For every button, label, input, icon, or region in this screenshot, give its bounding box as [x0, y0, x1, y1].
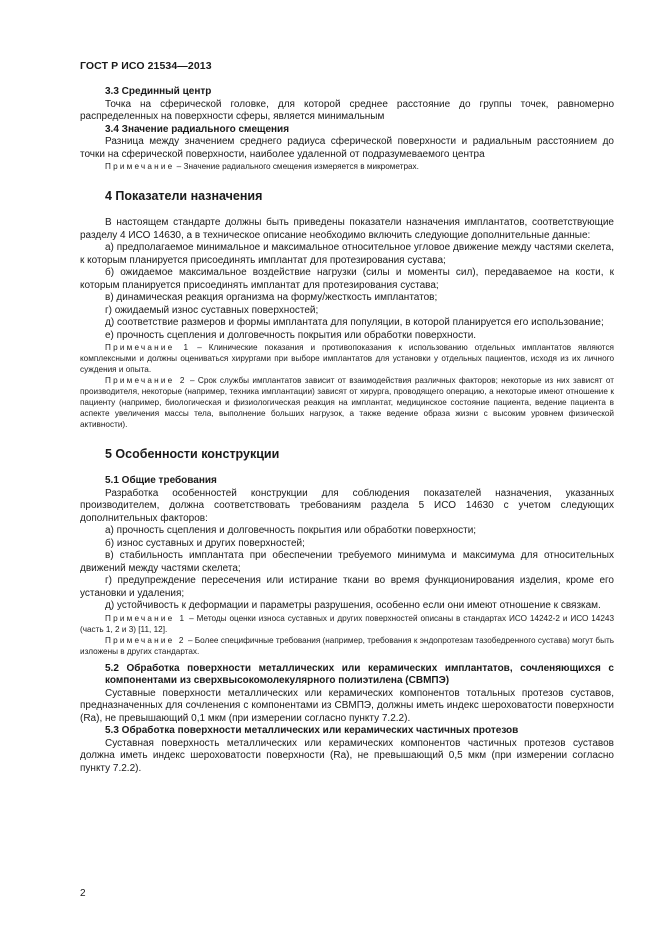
section-4-item-d: д) соответствие размеров и формы имплантата для популяции, в которой планируется его использование; — [105, 317, 604, 328]
section-5-1-item-d: д) устойчивость к деформации и параметры разрушения, особенно если они имеют отношение к связкам. — [105, 600, 601, 611]
page-number: 2 — [80, 888, 86, 899]
note-text: – Срок службы имплантатов зависит от взаимодействия различных факторов; некоторые из них зависят от производителя, некоторые (например, техника имплантации) зависят от хирурга, проводящего операцию, а некоторые имеют отношение к пациенту (например, биологическая и физиологическая реакция на имплантат, медицинское состояние пациента, ведение пациента в аспекте увеличения массы тела, выполнение больших нагрузок, а также ведение образа жизни с высоким уровнем физической активности). — [80, 376, 614, 429]
section-5-3-text: Суставная поверхность металлических или керамических компонентов частичных протезов суставов должна иметь индекс шероховатости поверхности (Ra), не превышающий 0,5 мкм (при измерении согласно пункту 7.2.2). — [80, 737, 614, 774]
note-text: – Методы оценки износа суставных и других поверхностей описаны в стандартах ИСО 14242-2 и ИСО 14243 (часть 1, 2 и 3) [11, 12]. — [80, 613, 615, 634]
section-4-item-e: е) прочность сцепления и долговечность покрытия или обработки поверхности. — [105, 329, 477, 341]
section-5-1-item-a: а) прочность сцепления и долговечность покрытия или обработки поверхности; — [105, 525, 477, 536]
section-4-item-b: б) ожидаемое максимальное воздействие нагрузки (силы и моменты сил), передаваемое на кости, к которым планируется присоединять имплантат для протезирования сустава; — [80, 267, 614, 291]
standard-header: ГОСТ Р ИСО 21534—2013 — [80, 60, 212, 72]
section-4-note-2 — [80, 375, 614, 430]
section-5-1-intro: Разработка особенностей конструкции для соблюдения показателей назначения, указанных производителем, должна соответствовать требованиям раздела 5 ИСО 14630 с учетом следующих дополнительных факторов: — [80, 487, 614, 524]
section-4-title: 4 Показатели назначения — [105, 189, 263, 203]
section-4-item-g: г) ожидаемый износ суставных поверхностей; — [105, 304, 319, 316]
section-5-1-note-1 — [80, 613, 614, 635]
note-label: Примечание 2 — [105, 376, 187, 385]
section-4-intro: В настоящем стандарте должны быть приведены показатели назначения имплантатов, соответствующие разделу 4 ИСО 14630, а в техническое описание необходимо включить следующие дополнительные данные: — [80, 217, 614, 241]
note-text: – Значение радиального смещения измеряется в микрометрах. — [174, 162, 419, 171]
section-3-3-text: Точка на сферической головке, для которой среднее расстояние до группы точек, равномерно распределенных на поверхности сферы, является минимальным — [80, 98, 614, 122]
section-5-2-title: 5.2 Обработка поверхности металлических или керамических имплантатов, сочленяющихся с компонентами из сверхвысокомолекулярного полиэтилена (СВМПЭ) — [105, 662, 614, 686]
document-page — [80, 60, 614, 775]
section-4-item-a: а) предполагаемое минимальное и максимальное относительное угловое движение между частями скелета, к которым планируется присоединять имплантат для протезирования сустава; — [80, 242, 614, 266]
section-4-item-v: в) динамическая реакция организма на форму/жесткость имплантатов; — [105, 292, 438, 303]
note-text: – Более специфичные требования (например, требования к эндопротезам тазобедренного сустава) могут быть изложены в других стандартах. — [80, 635, 614, 656]
section-5-1-item-b: б) износ суставных и других поверхностей; — [105, 537, 305, 549]
section-5-1-note-2 — [80, 635, 614, 657]
section-5-title: 5 Особенности конструкции — [105, 447, 280, 461]
section-5-1-title: 5.1 Общие требования — [105, 475, 217, 486]
section-4-note-1 — [80, 342, 614, 375]
note-text: – Клинические показания и противопоказания к использованию отдельных имплантатов являются комплексными и должны оцениваться хирургами при выборе имплантатов для установки у отдельных пациентов, исходя из их личного суждения и опыта. — [80, 343, 614, 374]
note-label: Примечание 1 — [105, 613, 187, 623]
section-5-1-item-g: г) предупреждение пересечения или истирание ткани во время функционирования изделия, кроме его установки и удаления; — [80, 575, 614, 599]
section-3-4-title: 3.4 Значение радиального смещения — [105, 123, 290, 135]
section-3-4-text: Разница между значением среднего радиуса сферической поверхности и радиальным расстоянием до точки на сферической поверхности, наиболее удаленной от подразумеваемого центра — [80, 136, 614, 160]
section-3-3-title: 3.3 Срединный центр — [105, 86, 212, 97]
section-5-2-text: Суставные поверхности металлических или керамических компонентов тотальных протезов суставов, предназначенных для сочленения с компонентами из СВМПЭ, должны иметь индекс шероховатости поверхности (Ra), не превышающий 0,1 мкм (при измерении согласно пункту 7.2.2). — [80, 687, 614, 724]
note-label: Примечание — [105, 162, 175, 171]
note-label: Примечание 2 — [105, 635, 186, 645]
note-label: Примечание 1 — [105, 343, 191, 352]
section-3-4-note — [80, 161, 614, 172]
section-5-3-title: 5.3 Обработка поверхности металлических или керамических частичных протезов — [105, 725, 519, 736]
section-5-1-item-v: в) стабильность имплантата при обеспечении требуемого минимума и максимума для относительных движений между частями скелета; — [80, 550, 614, 574]
